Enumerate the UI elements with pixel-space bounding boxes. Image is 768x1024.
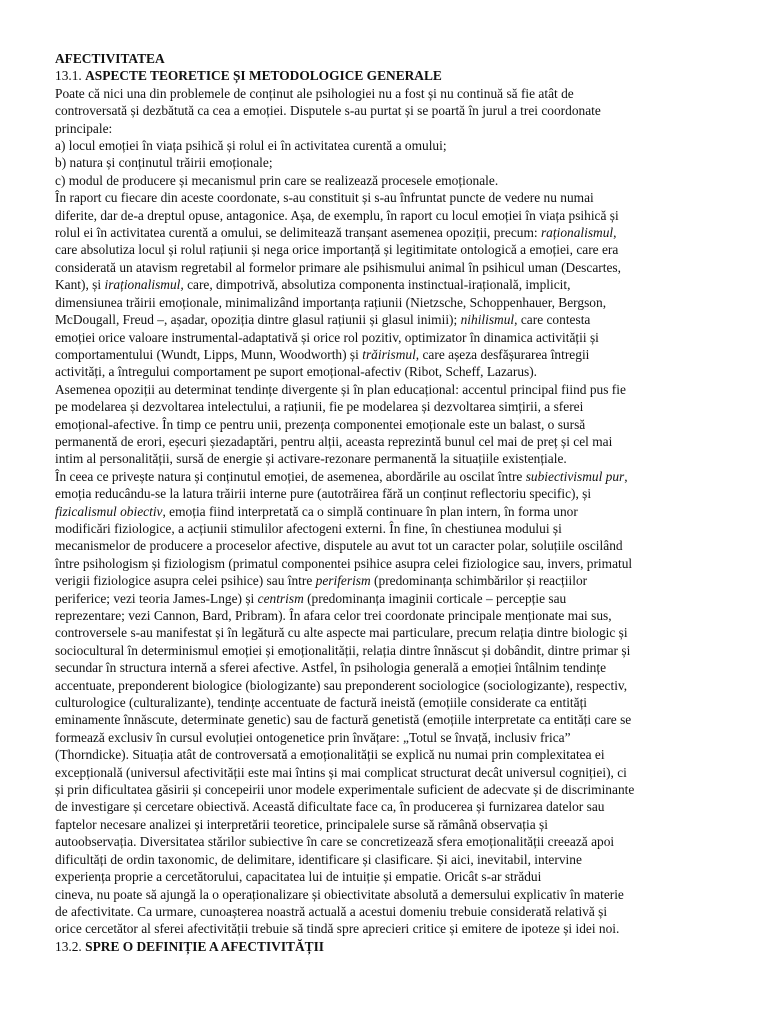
text-run: culturologice (culturalizante), tendințe accentuate de factură ineistă (emoțiile considerate ca entități (55, 695, 588, 711)
text-line (55, 764, 715, 781)
text-line (55, 537, 715, 554)
text-run: mecanismelor de producere a proceselor afective, disputele au avut tot un caracter polar, soluțiile oscilând (55, 538, 623, 554)
text-run: , emoția fiind interpretată ca o simplă continuare în plan intern, în forma unor (162, 503, 578, 519)
text-run: emoțional-afective. În timp ce pentru unii, prezența componentei emoționale este un balast, o sursă (55, 416, 586, 432)
text-run: considerată un atavism regretabil al formelor primare ale psihismului animal în psihicul uman (Descartes, (55, 259, 621, 275)
text-line (55, 398, 715, 415)
text-run: între psihologism și fiziologism (primatul componentei psihice asupra celei fiziologice sau, invers, primatul (55, 555, 633, 571)
text-line (55, 851, 715, 868)
text-line (55, 363, 715, 380)
text-line (55, 798, 715, 815)
text-line (55, 833, 715, 850)
text-run: activități, a întregului comportament pe suport emoțional-afectiv (Ribot, Scheff, Lazarus). (55, 364, 538, 380)
text-line (55, 102, 715, 119)
text-line (55, 590, 715, 607)
text-run: În raport cu fiecare din aceste coordonate, s-au constituit și s-au înfruntat puncte de vedere nu numai (55, 190, 594, 206)
text-run: care, dimpotrivă, absolutiza componenta instinctual-irațională, implicit, (183, 277, 571, 293)
text-run: , (613, 225, 617, 241)
text-line (55, 416, 715, 433)
text-run: principale: (55, 120, 113, 136)
text-run: , (624, 468, 628, 484)
text-run: dificultăți de ordin taxonomic, de delimitare, identificare și clasificare. Și aici, inevitabil, intervine (55, 851, 582, 867)
text-line (55, 920, 715, 937)
text-line (55, 137, 715, 154)
text-line (55, 311, 715, 328)
text-line (55, 241, 715, 258)
text-run: intim al personalității, sursă de energie și activare-rezonare permanentă la situațiile existențiale. (55, 451, 567, 467)
text-line (55, 781, 715, 798)
text-run: reprezentare; vezi Cannon, Bard, Pribram). În afara celor trei coordonate principale menționate mai sus, (55, 608, 612, 623)
text-run: (Thorndicke). Situația atât de controversată a emoționalității se explică nu numai prin complexitatea ei (55, 747, 605, 763)
text-run: rolul ei în activitatea curentă a omului, se delimitează tranșant asemenea opoziții, precum: (55, 225, 541, 241)
text-run: care absolutiza locul și rolul rațiunii și nega orice importanță și legitimitate ontologică a emoției, care era (55, 242, 619, 258)
text-run: cineva, nu poate să ajungă la o operaționalizare și obiectivitate absolută a demersului explicativ în materie (55, 886, 624, 902)
text-line (55, 85, 715, 102)
text-run: diferite, dar de-a dreptul opuse, antagonice. Așa, de exemplu, în raport cu locul emoției în viața psihică și (55, 207, 619, 223)
section-heading-13-2 (55, 938, 715, 955)
italic-term: trăirismul (362, 346, 416, 362)
text-run: modificări fiziologice, a acțiunii stimulilor afectogeni externi. În fine, în chestiunea modului și (55, 520, 562, 536)
text-line (55, 381, 715, 398)
text-run: periferice; vezi teoria James-Lnge) și (55, 590, 258, 606)
text-line (55, 468, 715, 485)
text-line (55, 711, 715, 728)
text-line (55, 520, 715, 537)
section-title: ASPECTE TEORETICE ȘI METODOLOGICE GENERALE (85, 68, 442, 84)
text-run: permanentă de erori, eșecuri șiezadaptări, pentru alții, aceasta reprezintă bunul cel mai de preț și cel mai (55, 433, 613, 449)
text-run: accentuate, preponderent biologice (biologizante) sau preponderent sociologice (sociologizante), respectiv, (55, 677, 628, 693)
text-line (55, 729, 715, 746)
text-line (55, 294, 715, 311)
text-line (55, 572, 715, 589)
text-run: experiența proprie a cercetătorului, capacitatea lui de intuiție și empatie. Oricât s-ar strădui (55, 869, 542, 885)
text-line (55, 624, 715, 641)
text-run: , care așeza desfășurarea întregii (415, 346, 590, 362)
text-run: controversele s-au manifestat și în legătură cu alte aspecte mai particulare, precum relația dintre biologic și (55, 625, 628, 641)
text-line (55, 172, 715, 189)
text-line (55, 346, 715, 363)
text-line (55, 485, 715, 502)
text-run: și prin dificultatea găsirii și concepeirii unor modele experimentale suficient de adecvate și de discriminante (55, 782, 635, 798)
text-line (55, 120, 715, 137)
text-line (55, 694, 715, 711)
text-run: (predominanța imaginii corticale – percepție sau (303, 590, 567, 606)
text-run: (predominanța schimbărilor și reacțiilor (370, 573, 588, 589)
italic-term: iraționalismul, (104, 277, 184, 293)
text-line (55, 886, 715, 903)
text-line (55, 450, 715, 467)
text-line (55, 816, 715, 833)
text-run: secundar în structura internă a sferei afective. Astfel, în psihologia generală a emoției întâlnim tendințe (55, 660, 607, 676)
text-line (55, 433, 715, 450)
italic-term: raționalismul (540, 225, 614, 241)
section-number: 13.1. (55, 68, 86, 84)
text-line (55, 868, 715, 885)
text-run: a) locul emoției în viața psihică și rolul ei în activitatea curentă a omului; (55, 138, 447, 154)
text-line (55, 642, 715, 659)
text-run: comportamentului (Wundt, Lipps, Munn, Woodworth) și (55, 346, 363, 362)
text-run: c) modul de producere și mecanismul prin care se realizează procesele emoționale. (55, 172, 499, 188)
section-number: 13.2. (55, 938, 86, 954)
body-text (55, 85, 715, 938)
text-line (55, 276, 715, 293)
text-run: sociocultural în determinismul emoției și emoționalității, relația dintre înnăscut și dobândit, dintre primar și (55, 642, 631, 658)
text-run: pe modelarea și dezvoltarea intelectului, a rațiunii, fie pe modelarea și dezvoltarea simțirii, a sferei (55, 399, 584, 415)
text-run: formează exclusiv în cursul evoluției ontogenetice prin învățare: „Totul se învață, inclusiv frica” (55, 729, 571, 745)
text-run: Kant), și (55, 277, 105, 293)
text-run: orice cercetător al sferei afectivității trebuie să tindă spre aprecieri critice și emitere de ipoteze și idei noi. (55, 921, 620, 937)
italic-term: centrism (257, 590, 304, 606)
text-line (55, 189, 715, 206)
text-run: , care contesta (514, 312, 591, 328)
text-run: În ceea ce privește natura și conținutul emoției, de asemenea, abordările au oscilat între (55, 468, 526, 484)
text-run: de investigare și cercetare obiectivă. Această dificultate face ca, în producerea și furnizarea datelor sau (55, 799, 605, 815)
section-heading-13-1 (55, 67, 715, 84)
text-run: verigii fiziologice asupra celei psihice) sau între (55, 573, 316, 589)
text-line (55, 746, 715, 763)
section-title: SPRE O DEFINIȚIE A AFECTIVITĂȚII (85, 938, 325, 954)
text-line (55, 207, 715, 224)
text-line (55, 224, 715, 241)
text-line (55, 259, 715, 276)
text-line (55, 607, 715, 624)
text-line (55, 659, 715, 676)
document-title: AFECTIVITATEA (55, 51, 165, 66)
italic-term: periferism (315, 573, 371, 589)
italic-term: subiectivismul pur (525, 468, 625, 484)
text-run: Poate că nici una din problemele de conținut ale psihologiei nu a fost și nu continuă să fie atât de (55, 85, 574, 101)
text-run: emoției orice valoare instrumental-adaptativă și orice rol pozitiv, optimizator în dinamica activității și (55, 329, 599, 345)
text-run: emoția reducându-se la latura trăirii interne pure (autotrăirea fără un conținut reflectoriu specific), și (55, 486, 592, 502)
text-run: autoobservația. Diversitatea stărilor subiective în care se concretizează sfera emoționalității creează apoi (55, 834, 615, 850)
text-run: excepțională (universul afectivității este mai întins și mai complicat structurat decât universul cogniției), ci (55, 764, 627, 780)
text-line (55, 903, 715, 920)
text-line (55, 677, 715, 694)
text-run: Asemenea opoziții au determinat tendințe divergente și în plan educațional: accentul principal fiind pus fie (55, 381, 626, 397)
text-run: de afectivitate. Ca urmare, cunoașterea noastră actuală a acestui domeniu trebuie considerată relativă și (55, 903, 608, 919)
text-run: dimensiunea trăirii emoționale, minimalizând importanța rațiunii (Nietzsche, Schoppenhauer, Bergson, (55, 294, 607, 310)
text-run: controversată și dezbătută ca cea a emoției. Disputele s-au purtat și se poartă în jurul a trei coordonate (55, 103, 601, 119)
text-run: McDougall, Freud –, așadar, opoziția dintre glasul rațiunii și glasul inimii); (55, 312, 461, 328)
text-line (55, 503, 715, 520)
italic-term: fizicalismul obiectiv (55, 503, 163, 519)
italic-term: nihilismul (460, 312, 515, 328)
text-line (55, 154, 715, 171)
text-run: eminamente înnăscute, determinate genetic) sau de factură genetistă (emoțiile interpretate ca entități care se (55, 712, 632, 728)
text-run: b) natura și conținutul trăirii emoționale; (55, 155, 273, 171)
document-page (55, 50, 715, 955)
text-run: faptelor necesare analizei și interpretării teoretice, principalele surse să rămână observația și (55, 816, 548, 832)
text-line (55, 555, 715, 572)
text-line (55, 329, 715, 346)
